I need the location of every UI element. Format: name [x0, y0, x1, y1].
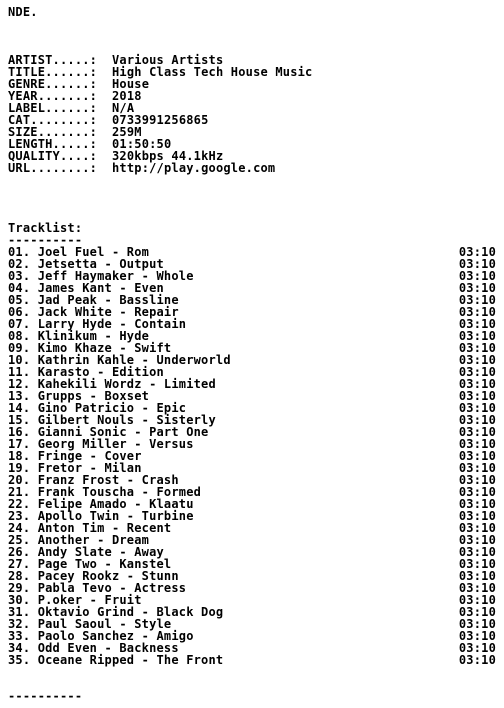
track-duration: 03:10: [458, 449, 496, 463]
track-duration: 03:10: [458, 353, 496, 367]
meta-value: http://play.google.com: [112, 161, 276, 175]
track-title: 30. P.oker - Fruit: [8, 593, 142, 607]
meta-key: CAT........:: [8, 113, 98, 127]
header-text: NDE.: [8, 5, 38, 19]
track-duration: 03:10: [458, 293, 496, 307]
track-duration: 03:10: [458, 329, 496, 343]
meta-key: URL........:: [8, 161, 98, 175]
track-title: 27. Page Two - Kanstel: [8, 557, 172, 571]
track-duration: 03:10: [458, 545, 496, 559]
nfo-document: [8, 6, 496, 702]
meta-key: LABEL......:: [8, 101, 98, 115]
release-info: [8, 54, 496, 174]
track-title: 20. Franz Frost - Crash: [8, 473, 179, 487]
track-duration: 03:10: [458, 617, 496, 631]
track-duration: 03:10: [458, 557, 496, 571]
track-duration: 03:10: [458, 593, 496, 607]
meta-value: 0733991256865: [112, 113, 209, 127]
meta-value: 2018: [112, 89, 142, 103]
track-duration: 03:10: [458, 473, 496, 487]
meta-value: 259M: [112, 125, 142, 139]
footer-divider: ----------: [8, 689, 83, 703]
meta-key: LENGTH.....:: [8, 137, 98, 151]
tracklist: [8, 246, 496, 666]
track-duration: 03:10: [458, 605, 496, 619]
track-title: 35. Oceane Ripped - The Front: [8, 653, 224, 667]
track-duration: 03:10: [458, 413, 496, 427]
meta-key: QUALITY....:: [8, 149, 98, 163]
track-title: 22. Felipe Amado - Klaatu: [8, 497, 194, 511]
track-duration: 03:10: [458, 569, 496, 583]
track-title: 21. Frank Touscha - Formed: [8, 485, 202, 499]
track-title: 31. Oktavio Grind - Black Dog: [8, 605, 224, 619]
track-duration: 03:10: [458, 257, 496, 271]
track-title: 23. Apollo Twin - Turbine: [8, 509, 194, 523]
track-title: 26. Andy Slate - Away: [8, 545, 164, 559]
spacer: [8, 30, 496, 42]
tracklist-divider: ----------: [8, 233, 83, 247]
meta-key: SIZE.......:: [8, 125, 98, 139]
track-duration: 03:10: [458, 281, 496, 295]
track-duration: 03:10: [458, 533, 496, 547]
track-duration: 03:10: [458, 269, 496, 283]
meta-key: YEAR.......:: [8, 89, 98, 103]
track-duration: 03:10: [458, 629, 496, 643]
track-title: 14. Gino Patricio - Epic: [8, 401, 187, 415]
meta-key: TITLE......:: [8, 65, 98, 79]
track-duration: 03:10: [458, 305, 496, 319]
track-duration: 03:10: [458, 365, 496, 379]
meta-value: House: [112, 77, 150, 91]
track-duration: 03:10: [458, 497, 496, 511]
track-duration: 03:10: [458, 389, 496, 403]
track-title: 03. Jeff Haymaker - Whole: [8, 269, 194, 283]
track-duration: 03:10: [458, 581, 496, 595]
track-title: 34. Odd Even - Backness: [8, 641, 179, 655]
meta-value: 01:50:50: [112, 137, 172, 151]
track-duration: 03:10: [458, 509, 496, 523]
track-title: 12. Kahekili Wordz - Limited: [8, 377, 216, 391]
spacer: [8, 198, 496, 210]
tracklist-heading: Tracklist:: [8, 221, 83, 235]
spacer: [8, 666, 496, 678]
meta-row-url: [8, 162, 496, 174]
track-duration: 03:10: [458, 245, 496, 259]
track-title: 06. Jack White - Repair: [8, 305, 179, 319]
spacer: [8, 18, 496, 30]
track-duration: 03:10: [458, 461, 496, 475]
track-duration: 03:10: [458, 437, 496, 451]
spacer: [8, 174, 496, 186]
track-title: 11. Karasto - Edition: [8, 365, 164, 379]
meta-value: N/A: [112, 101, 135, 115]
track-title: 33. Paolo Sanchez - Amigo: [8, 629, 194, 643]
meta-value: Various Artists: [112, 53, 224, 67]
track-title: 13. Grupps - Boxset: [8, 389, 150, 403]
track-title: 09. Kimo Khaze - Swift: [8, 341, 172, 355]
meta-value: 320kbps 44.1kHz: [112, 149, 224, 163]
meta-value: High Class Tech House Music: [112, 65, 313, 79]
track-duration: 03:10: [458, 425, 496, 439]
spacer: [8, 186, 496, 198]
track-duration: 03:10: [458, 641, 496, 655]
track-title: 32. Paul Saoul - Style: [8, 617, 172, 631]
track-duration: 03:10: [458, 485, 496, 499]
track-title: 18. Fringe - Cover: [8, 449, 142, 463]
track-title: 29. Pabla Tevo - Actress: [8, 581, 187, 595]
meta-key: GENRE......:: [8, 77, 98, 91]
track-title: 10. Kathrin Kahle - Underworld: [8, 353, 231, 367]
track-title: 15. Gilbert Nouls - Sisterly: [8, 413, 216, 427]
track-title: 16. Gianni Sonic - Part One: [8, 425, 209, 439]
track-duration: 03:10: [458, 341, 496, 355]
track-duration: 03:10: [458, 377, 496, 391]
track-title: 28. Pacey Rookz - Stunn: [8, 569, 179, 583]
track-duration: 03:10: [458, 653, 496, 667]
track-row: [8, 654, 496, 666]
meta-key: ARTIST.....:: [8, 53, 98, 67]
track-title: 01. Joel Fuel - Rom: [8, 245, 150, 259]
track-title: 25. Another - Dream: [8, 533, 150, 547]
track-title: 08. Klinikum - Hyde: [8, 329, 150, 343]
track-title: 24. Anton Tim - Recent: [8, 521, 172, 535]
track-title: 05. Jad Peak - Bassline: [8, 293, 179, 307]
track-duration: 03:10: [458, 317, 496, 331]
track-title: 19. Fretor - Milan: [8, 461, 142, 475]
track-title: 02. Jetsetta - Output: [8, 257, 164, 271]
track-duration: 03:10: [458, 401, 496, 415]
track-title: 17. Georg Miller - Versus: [8, 437, 194, 451]
track-duration: 03:10: [458, 521, 496, 535]
track-title: 04. James Kant - Even: [8, 281, 164, 295]
track-title: 07. Larry Hyde - Contain: [8, 317, 187, 331]
